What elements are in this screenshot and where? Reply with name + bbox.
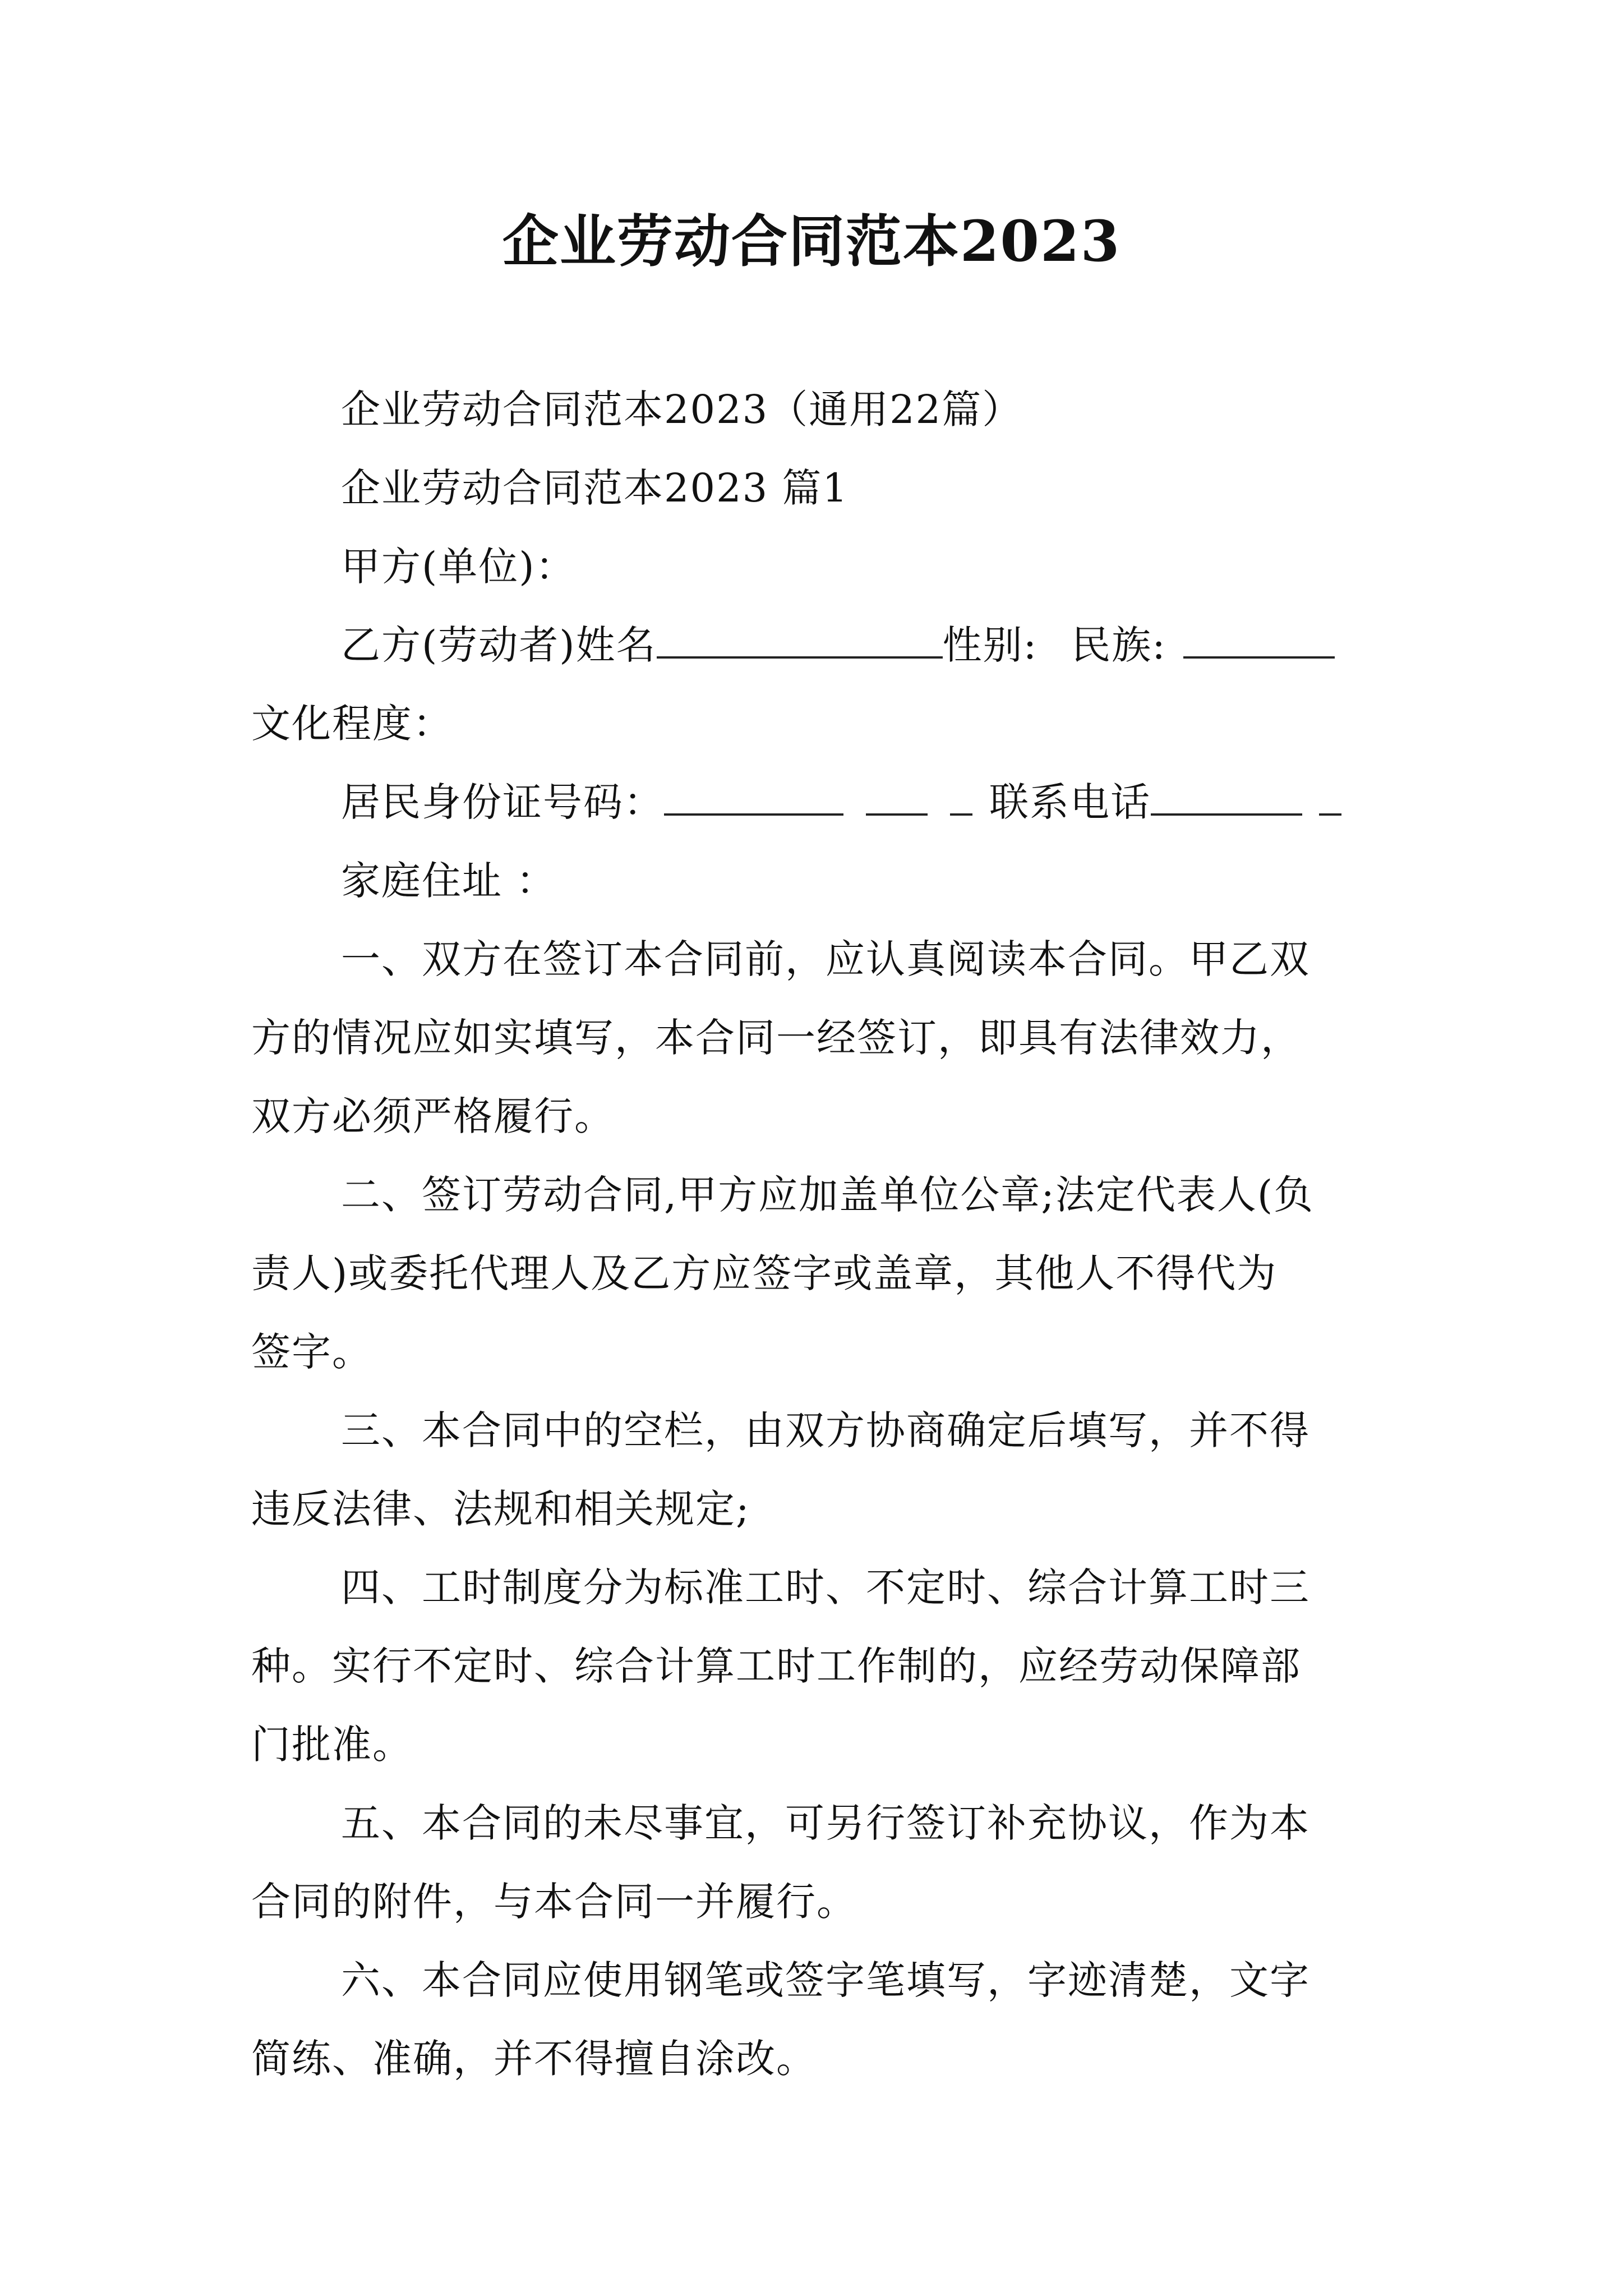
name-blank [657,617,943,659]
id-blank-2 [866,774,928,816]
ethnic-blank [1183,617,1335,659]
clause-6-line-2: 简练、准确，并不得擅自涂改。 [251,2036,817,2082]
gender-label: 性别: [942,622,1038,668]
education-label: 文化程度： [251,701,453,747]
id-phone-line [341,774,1463,830]
party-b-name-label: 乙方(劳动者)姓名 [341,622,657,668]
party-b-line [341,617,1463,673]
clause-1-line-2: 方的情况应如实填写，本合同一经签订，即具有法律效力， [251,1015,1301,1061]
id-blank-3 [950,774,972,816]
party-a-label: 甲方(单位)： [341,544,576,590]
clause-5-line-1: 五、本合同的未尽事宜，可另行签订补充协议，作为本 [341,1800,1310,1846]
clause-3-line-2: 违反法律、法规和相关规定; [251,1486,750,1532]
clause-3-line-1: 三、本合同中的空栏，由双方协商确定后填写，并不得 [341,1407,1310,1453]
phone-blank-1 [1151,774,1302,816]
clause-2-line-3: 签字。 [251,1329,372,1375]
ethnic-label: 民族: [1071,622,1166,668]
id-label: 居民身份证号码： [341,779,664,825]
clause-2-line-2: 责人)或委托代理人及乙方应签字或盖章，其他人不得代为 [251,1250,1278,1296]
clause-6-line-1: 六、本合同应使用钢笔或签字笔填写，字迹清楚，文字 [341,1957,1310,2003]
clause-1-line-3: 双方必须严格履行。 [251,1093,615,1139]
clause-4-line-2: 种。实行不定时、综合计算工时工作制的，应经劳动保障部 [251,1643,1301,1689]
clause-2-line-1: 二、签订劳动合同,甲方应加盖单位公章;法定代表人(负 [341,1172,1315,1218]
clause-5-line-2: 合同的附件，与本合同一并履行。 [251,1879,857,1925]
id-blank-1 [664,774,843,816]
document-title: 企业劳动合同范本2023 [502,208,1121,274]
address-label: 家庭住址 ： [341,858,557,904]
clause-4-line-3: 门批准。 [251,1722,413,1768]
clause-4-line-1: 四、工时制度分为标准工时、不定时、综合计算工时三 [341,1565,1310,1611]
document-subtitle: 企业劳动合同范本2023（通用22篇） [341,386,1023,432]
clause-1-line-1: 一、双方在签订本合同前，应认真阅读本合同。甲乙双 [341,936,1310,982]
phone-blank-2 [1319,774,1341,816]
section-heading: 企业劳动合同范本2023 篇1 [341,465,849,511]
phone-label: 联系电话 [989,779,1151,825]
